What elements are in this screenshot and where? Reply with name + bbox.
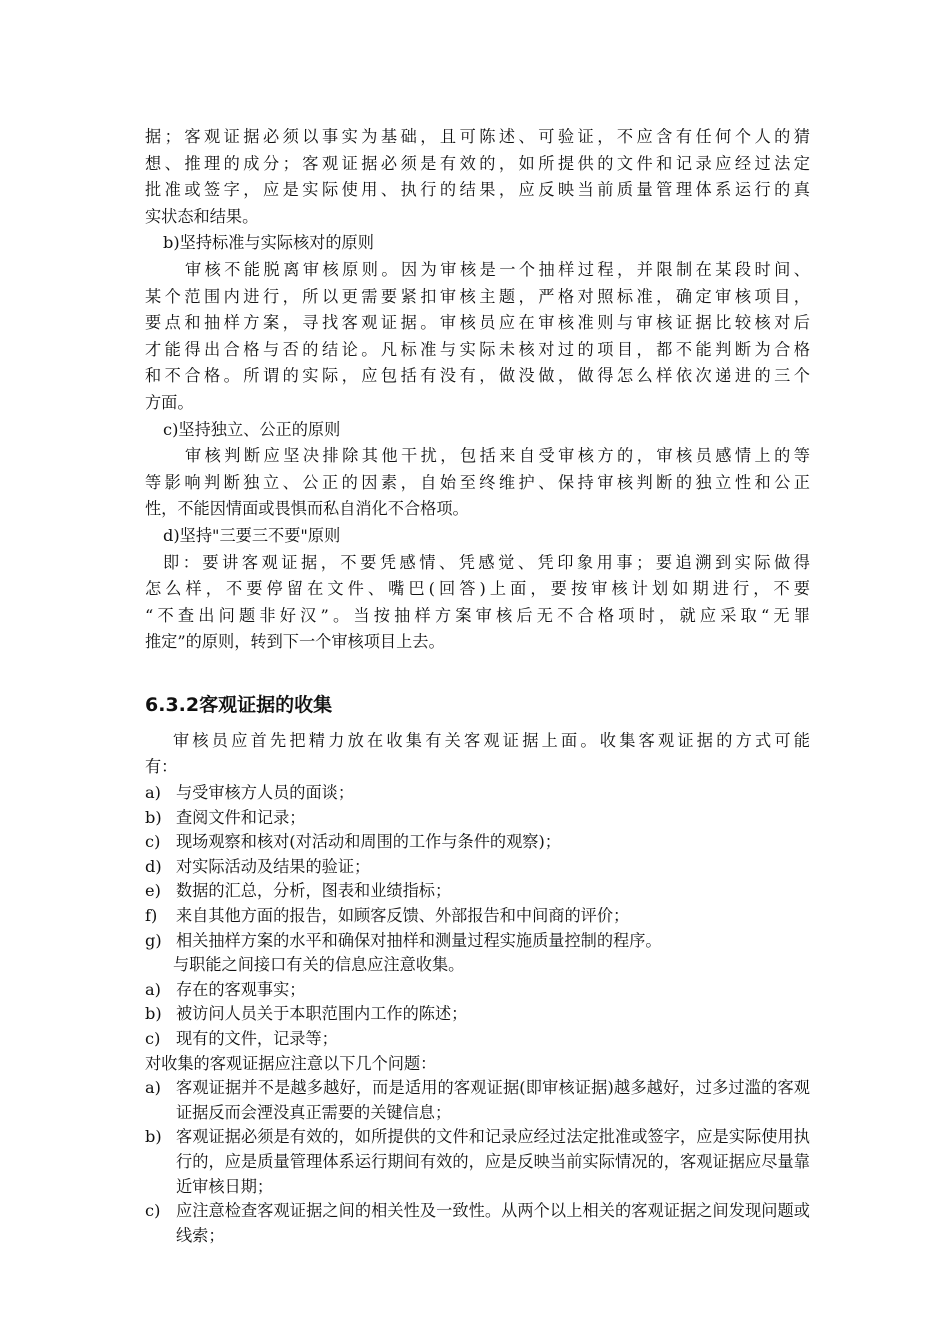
list-marker: d) [145,856,162,876]
text-line: 审核判断应坚决排除其他干扰，包括来自受审核方的，审核员感情上的等 [185,446,810,466]
principle-d-title: d)坚持"三要三不要"原则 [163,525,341,545]
interface-note: 与职能之间接口有关的信息应注意收集。 [173,955,465,975]
list-item [145,1027,810,1052]
text-line: 批准或签字，应是实际使用、执行的结果，应反映当前质量管理体系运行的真 [145,180,810,200]
list-text: 应注意检查客观证据之间的相关性及一致性。从两个以上相关的客观证据之间发现问题或线索； [176,1201,810,1245]
list-marker: f) [145,906,158,926]
list-text: 被访问人员关于本职范围内工作的陈述； [176,1004,468,1024]
list-marker: b) [145,807,162,827]
text-line: 有： [145,757,178,777]
list-marker: b) [145,1127,162,1147]
text-line: 审核不能脱离审核原则。因为审核是一个抽样过程，并限制在某段时间、 [185,259,810,279]
list-item [145,1199,810,1248]
list-text: 与受审核方人员的面谈； [176,783,355,803]
list-text: 对实际活动及结果的验证； [176,856,371,876]
list-item [145,1002,810,1027]
text-line: 方面。 [145,392,194,412]
text-line: 实状态和结果。 [145,206,259,226]
text-line: 即：要讲客观证据，不要凭感情、凭感觉、凭印象用事；要追溯到实际做得 [163,552,810,572]
list-text: 存在的客观事实； [176,979,306,999]
issues-intro: 对收集的客观证据应注意以下几个问题： [145,1053,437,1073]
text-line: 想、推理的成分；客观证据必须是有效的，如所提供的文件和记录应经过法定 [145,153,810,173]
list-text: 数据的汇总，分析，图表和业绩指标； [176,881,452,901]
list-item [145,904,810,929]
list-text: 客观证据并不是越多越好，而是适用的客观证据(即审核证据)越多越好，过多过滥的客观证据反而会湮没真正需要的关键信息； [176,1078,810,1122]
page-content [145,124,810,1248]
list-marker: a) [145,783,161,803]
list-item [145,978,810,1003]
list-text: 现有的文件，记录等； [176,1029,338,1048]
text-line: 才能得出合格与否的结论。凡标准与实际未核对过的项目，都不能判断为合格 [145,339,810,359]
list-item [145,929,810,954]
collection-methods-list [145,781,810,953]
list-marker: a) [145,979,161,999]
text-line: 审核员应首先把精力放在收集有关客观证据上面。收集客观证据的方式可能 [173,730,810,750]
collection-intro [145,728,810,781]
list-text: 现场观察和核对(对活动和周围的工作与条件的观察)； [176,832,561,852]
principle-c-body [145,443,810,523]
list-marker: c) [145,1029,161,1048]
list-text: 相关抽样方案的水平和确保对抽样和测量过程实施质量控制的程序。 [176,930,662,950]
interface-info-list [145,978,810,1052]
text-line: 性，不能因情面或畏惧而私自消化不合格项。 [145,499,469,519]
principle-d-body [145,550,810,656]
list-marker: c) [145,832,161,852]
principle-b-body [145,257,810,417]
section-heading: 6.3.2客观证据的收集 [145,693,333,716]
text-line: 要点和抽样方案，寻找客观证据。审核员应在审核准则与审核证据比较核对后 [145,313,810,333]
list-marker: c) [145,1201,161,1221]
list-text: 查阅文件和记录； [176,807,306,827]
list-item [145,879,810,904]
list-marker: b) [145,1004,162,1024]
list-text: 客观证据必须是有效的，如所提供的文件和记录应经过法定批准或签字，应是实际使用执行的，应是质量管理体系运行期间有效的，应是反映当前实际情况的，客观证据应尽量靠近审核日期； [176,1127,810,1196]
list-marker: e) [145,881,161,901]
text-line: 等影响判断独立、公正的因素，自始至终维护、保持审核判断的独立性和公正 [145,472,810,492]
list-text: 来自其他方面的报告，如顾客反馈、外部报告和中间商的评价； [176,906,630,926]
issues-list [145,1076,810,1248]
list-item [145,1125,810,1199]
text-line: 推定”的原则，转到下一个审核项目上去。 [145,632,445,652]
list-item [145,781,810,806]
principle-b-title: b)坚持标准与实际核对的原则 [163,233,374,253]
evidence-paragraph [145,124,810,230]
list-item [145,855,810,880]
text-line: 怎么样，不要停留在文件、嘴巴(回答)上面，要按审核计划如期进行，不要 [145,579,810,599]
list-item [145,806,810,831]
list-marker: g) [145,930,162,950]
text-line: 某个范围内进行，所以更需要紧扣审核主题，严格对照标准，确定审核项目， [145,286,810,306]
list-marker: a) [145,1078,161,1098]
text-line: 据；客观证据必须以事实为基础，且可陈述、可验证，不应含有任何个人的猜 [145,127,810,146]
text-line: 和不合格。所谓的实际，应包括有没有，做没做，做得怎么样依次递进的三个 [145,366,810,386]
principle-c-title: c)坚持独立、公正的原则 [163,419,341,439]
list-item [145,1076,810,1125]
list-item [145,830,810,855]
text-line: “不查出问题非好汉”。当按抽样方案审核后无不合格项时，就应采取“无罪 [145,605,810,625]
